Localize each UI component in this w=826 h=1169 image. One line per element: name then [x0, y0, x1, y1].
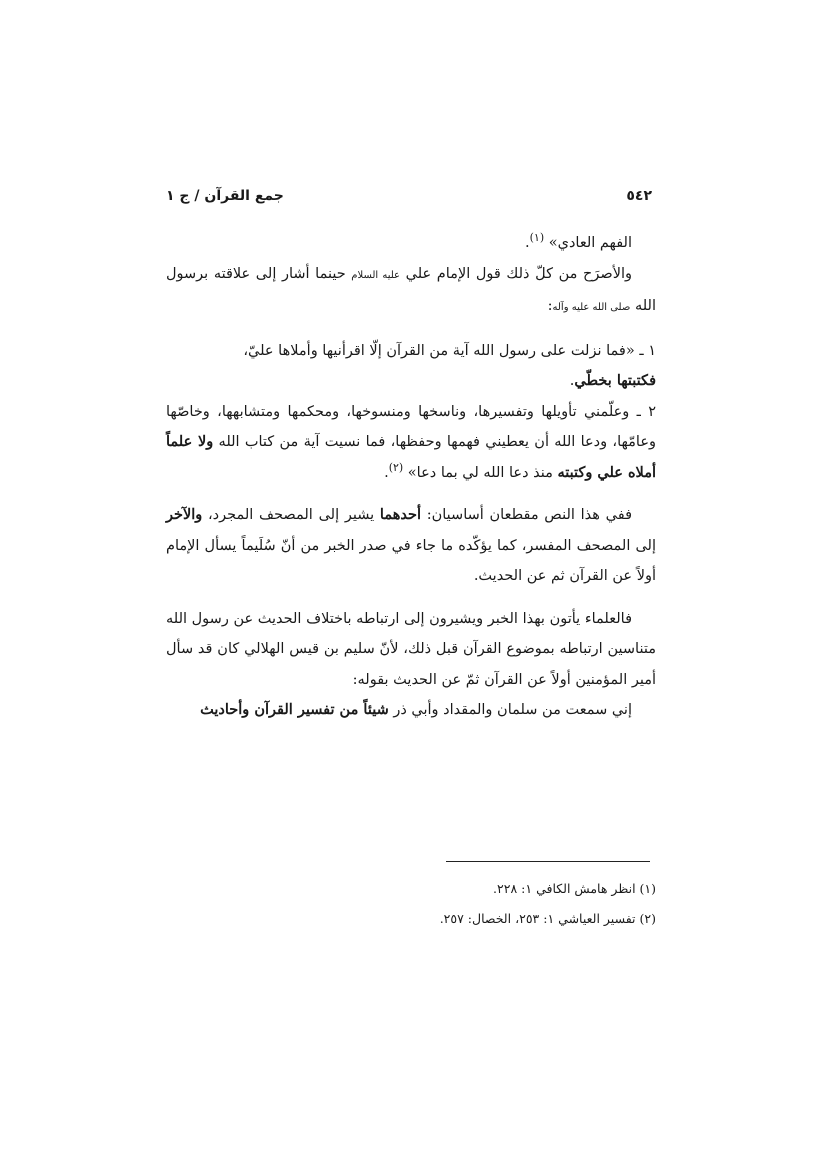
footnote-ref-2: (٢) [388, 460, 404, 474]
salutation-glyph: صلى الله عليه وآله [552, 302, 631, 313]
text-span: . [384, 464, 389, 481]
footnotes [166, 874, 656, 934]
page-number: ٥٤٢ [626, 188, 652, 204]
bold-span: شيئاً من تفسير القرآن وأحاديث [200, 701, 389, 718]
bold-span: والآخر [166, 506, 203, 523]
paragraph-ali-statement [166, 259, 656, 324]
running-title: جمع القرآن / ج ١ [166, 188, 284, 204]
paragraph-continuation [166, 228, 656, 259]
text-span: إني سمعت من سلمان والمقداد وأبي ذر [388, 702, 632, 718]
paragraph-two-sections [166, 500, 656, 592]
text-span: ٢ ـ وعلّمني تأويلها وتفسيرها، وناسخها ومنسوخها، ومحكمها ومتشابهها، وخاصّها وعامّها، ودعا الله أن يعطيني فهمها وحفظها، فما نسيت آية من كتاب الله [166, 403, 657, 450]
page-header [166, 188, 652, 216]
text-span: إلى المصحف المفسر، كما يؤكّده ما جاء في صدر الخبر من أنّ سُلَيماً يسأل الإمام أولاً عن القرآن ثم عن الحديث. [166, 537, 656, 584]
text-span: الفهم العادي» [544, 235, 632, 251]
text-span: والأصرَح من كلّ ذلك قول الإمام علي [400, 265, 632, 282]
text-span: حينما أشار إلى علاقته برسول الله [166, 265, 656, 314]
footnote-2: (٢) تفسير العياشي ١: ٢٥٣، الخصال: ٢٥٧. [439, 911, 656, 926]
bold-span: أحدهما [379, 506, 421, 523]
main-text [166, 228, 656, 726]
footnote-1: (١) انظر هامش الكافي ١: ٢٢٨. [493, 881, 656, 896]
text-span: : [547, 298, 553, 314]
paragraph-quote-start [166, 695, 656, 726]
text-span: ١ ـ «فما نزلت على رسول الله آية من القرآن إلّا اقرأنيها وأملاها عليّ، [243, 342, 656, 359]
footnote-divider [446, 861, 650, 862]
quote-item-2 [166, 397, 656, 489]
text-span: ففي هذا النص مقطعان أساسيان: [420, 507, 633, 523]
quote-item-1 [166, 336, 656, 397]
text-span: منذ دعا الله لي بما دعا» [403, 464, 558, 481]
text-span: . [525, 235, 530, 251]
footnote-ref-1: (١) [529, 231, 545, 245]
text-span: يشير إلى المصحف المجرد، [202, 507, 380, 523]
text-span: فالعلماء يأتون بهذا الخبر ويشيرون إلى ارتباطه باختلاف الحديث عن رسول الله متناسين ارتباطه بموضوع القرآن قبل ذلك، لأنّ سليم بن قيس الهلالي كان قد سأل أمير المؤمنين أولاً عن القرآن ثمّ عن الحديث بقوله: [166, 610, 656, 688]
bold-span: ولا علماً أملاه علي وكتبته [166, 433, 656, 481]
text-span: . [569, 373, 575, 389]
bold-span: فكتبتها بخطّي [574, 372, 656, 389]
salutation-glyph: عليه السلام [351, 269, 401, 281]
paragraph-scholars [166, 604, 656, 696]
